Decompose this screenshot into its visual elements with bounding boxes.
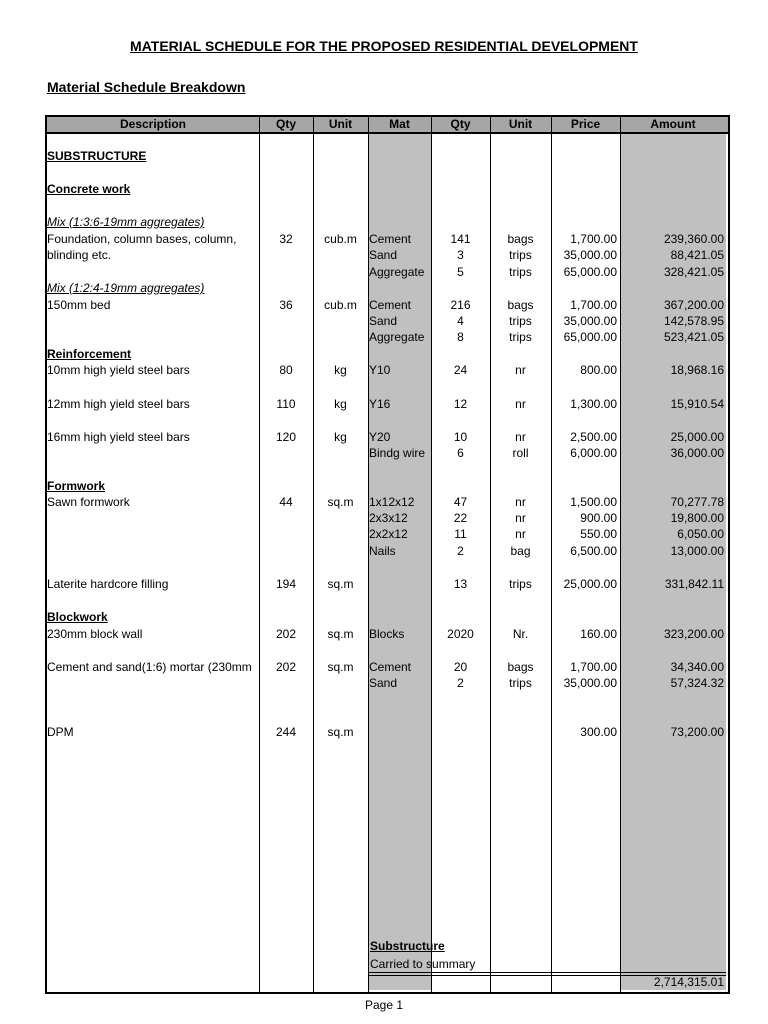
mat-qty: 4: [457, 314, 464, 328]
mat-name: Y16: [369, 397, 391, 411]
mat-name: Sand: [369, 248, 398, 262]
mat-unit: bags: [507, 660, 534, 674]
mat-amount: 34,340.00: [670, 660, 724, 674]
mat-unit: nr: [515, 495, 526, 509]
item-dpm-desc: DPM: [47, 725, 74, 739]
item-sawn-qty: 44: [279, 495, 293, 509]
mat-price: 800.00: [580, 363, 617, 377]
item-bed-desc: 150mm bed: [47, 298, 111, 312]
document-title: MATERIAL SCHEDULE FOR THE PROPOSED RESIDENTIAL DEVELOPMENT: [130, 38, 638, 54]
mat-amount: 15,910.54: [670, 397, 724, 411]
item-foundation-desc: Foundation, column bases, column,: [47, 232, 237, 246]
mat-unit: trips: [509, 314, 532, 328]
mat-name: Y10: [369, 363, 391, 377]
item-bar10-desc: 10mm high yield steel bars: [47, 363, 190, 377]
mat-qty: 5: [457, 265, 464, 279]
item-sawn-unit: sq.m: [327, 495, 354, 509]
document-subtitle: Material Schedule Breakdown: [47, 79, 246, 95]
mat-qty: 20: [453, 660, 468, 674]
mat-amount: 331,842.11: [664, 577, 724, 591]
mat-unit: nr: [515, 363, 526, 377]
col-divider: [313, 115, 314, 992]
mat-unit: trips: [509, 676, 532, 690]
mat-amount: 142,578.95: [663, 314, 724, 328]
section-blockwork: Blockwork: [47, 610, 108, 624]
mat-qty: 22: [453, 511, 468, 525]
mat-name: Bindg wire: [369, 446, 426, 460]
item-foundation-unit: cub.m: [324, 232, 357, 246]
mat-amount: 57,324.32: [670, 676, 724, 690]
mat-unit: roll: [512, 446, 529, 460]
mat-amount: 523,421.05: [663, 330, 724, 344]
item-bar16-qty: 120: [275, 430, 297, 444]
mat-unit: Nr.: [512, 627, 529, 641]
mat-name: Sand: [369, 676, 398, 690]
item-dpm-qty: 244: [275, 725, 297, 739]
mat-price: 35,000.00: [563, 314, 617, 328]
section-reinforcement: Reinforcement: [47, 347, 132, 361]
item-block230-qty: 202: [275, 627, 297, 641]
mat-unit: nr: [515, 397, 526, 411]
mat-qty: 2: [457, 676, 464, 690]
col-divider: [259, 115, 260, 992]
mat-qty: 3: [457, 248, 464, 262]
item-mortar-desc: Cement and sand(1:6) mortar (230mm: [47, 660, 252, 674]
item-bar10-unit: kg: [334, 363, 347, 377]
mat-price: 25,000.00: [563, 577, 617, 591]
summary-label: Substructure: [370, 939, 445, 953]
mat-qty: 216: [450, 298, 471, 312]
item-foundation-desc-2: blinding etc.: [47, 248, 112, 262]
mat-price: 2,500.00: [570, 430, 617, 444]
mat-qty: 8: [457, 330, 464, 344]
mat-amount: 70,277.78: [670, 495, 724, 509]
grand-total: 2,714,315.01: [653, 975, 724, 989]
mat-amount: 73,200.00: [670, 725, 724, 739]
mat-amount: 36,000.00: [670, 446, 724, 460]
mat-price: 300.00: [580, 725, 617, 739]
item-bed-qty: 36: [279, 298, 293, 312]
col-header-mat: Mat: [389, 117, 410, 131]
col-header-description: Description: [119, 117, 186, 131]
section-mix-1: Mix (1:3:6-19mm aggregates): [47, 215, 205, 229]
section-mix-2: Mix (1:2:4-19mm aggregates): [47, 281, 205, 295]
item-dpm-unit: sq.m: [327, 725, 354, 739]
mat-qty: 24: [453, 363, 468, 377]
mat-price: 35,000.00: [563, 248, 617, 262]
mat-amount: 323,200.00: [663, 627, 724, 641]
mat-price: 1,700.00: [570, 232, 617, 246]
mat-price: 1,500.00: [570, 495, 617, 509]
mat-unit: bag: [510, 544, 531, 558]
mat-amount: 367,200.00: [663, 298, 724, 312]
col-header-qty: Qty: [275, 117, 296, 131]
item-bar16-desc: 16mm high yield steel bars: [47, 430, 190, 444]
total-rule: [368, 972, 726, 973]
mat-qty: 13: [453, 577, 468, 591]
mat-price: 6,500.00: [570, 544, 617, 558]
section-formwork: Formwork: [47, 479, 106, 493]
mat-name: 1x12x12: [369, 495, 415, 509]
summary-carried: Carried to summary: [370, 957, 476, 971]
mat-amount: 13,000.00: [670, 544, 724, 558]
item-bar10-qty: 80: [279, 363, 293, 377]
mat-name: 2x2x12: [369, 527, 408, 541]
mat-qty: 141: [450, 232, 471, 246]
item-bar12-qty: 110: [276, 397, 296, 411]
item-sawn-desc: Sawn formwork: [47, 495, 130, 509]
mat-unit: nr: [515, 511, 526, 525]
col-header-unit: Unit: [328, 117, 353, 131]
item-bar12-unit: kg: [334, 397, 347, 411]
mat-name: Nails: [369, 544, 396, 558]
mat-price: 6,000.00: [570, 446, 617, 460]
mat-amount: 88,421.05: [670, 248, 724, 262]
item-block230-unit: sq.m: [327, 627, 354, 641]
mat-price: 1,700.00: [570, 660, 617, 674]
mat-price: 160.00: [580, 627, 617, 641]
mat-unit: trips: [509, 265, 532, 279]
mat-price: 65,000.00: [563, 330, 617, 344]
item-bar12-desc: 12mm high yield steel bars: [47, 397, 190, 411]
page-number: Page 1: [364, 998, 404, 1012]
section-concrete-work: Concrete work: [47, 182, 131, 196]
mat-price: 550.00: [580, 527, 617, 541]
mat-unit: bags: [507, 298, 534, 312]
mat-price: 900.00: [580, 511, 617, 525]
item-mortar-unit: sq.m: [327, 660, 354, 674]
mat-amount: 239,360.00: [663, 232, 724, 246]
mat-amount: 19,800.00: [670, 511, 724, 525]
mat-price: 65,000.00: [563, 265, 617, 279]
mat-amount: 18,968.16: [670, 363, 724, 377]
item-laterite-qty: 194: [275, 577, 297, 591]
mat-name: Y20: [369, 430, 391, 444]
mat-name: Cement: [369, 232, 412, 246]
mat-qty: 2: [457, 544, 464, 558]
mat-price: 35,000.00: [563, 676, 617, 690]
mat-unit: bags: [507, 232, 534, 246]
mat-qty: 12: [453, 397, 468, 411]
mat-unit: trips: [509, 330, 532, 344]
mat-qty: 47: [453, 495, 468, 509]
item-foundation-qty: 32: [279, 232, 293, 246]
col-header-amount: Amount: [650, 117, 696, 131]
mat-unit: nr: [515, 430, 526, 444]
mat-unit: trips: [509, 577, 532, 591]
item-laterite-desc: Laterite hardcore filling: [47, 577, 169, 591]
mat-name: Blocks: [369, 627, 405, 641]
item-mortar-qty: 202: [275, 660, 297, 674]
col-header-price: Price: [570, 117, 601, 131]
mat-name: Aggregate: [369, 265, 425, 279]
item-laterite-unit: sq.m: [327, 577, 354, 591]
mat-price: 1,700.00: [570, 298, 617, 312]
mat-name: 2x3x12: [369, 511, 408, 525]
item-bed-unit: cub.m: [324, 298, 357, 312]
mat-qty: 11: [454, 527, 467, 541]
mat-unit: trips: [509, 248, 532, 262]
mat-amount: 25,000.00: [670, 430, 724, 444]
mat-qty: 10: [453, 430, 468, 444]
mat-unit: nr: [515, 527, 526, 541]
mat-name: Sand: [369, 314, 398, 328]
mat-price: 1,300.00: [570, 397, 617, 411]
mat-name: Aggregate: [369, 330, 425, 344]
mat-amount: 6,050.00: [677, 527, 724, 541]
item-bar16-unit: kg: [334, 430, 347, 444]
item-block230-desc: 230mm block wall: [47, 627, 143, 641]
section-substructure: SUBSTRUCTURE: [47, 149, 147, 163]
mat-amount: 328,421.05: [663, 265, 724, 279]
mat-qty: 6: [457, 446, 464, 460]
col-header-mat-unit: Unit: [508, 117, 533, 131]
mat-name: Cement: [369, 660, 412, 674]
mat-qty: 2020: [447, 627, 474, 641]
mat-name: Cement: [369, 298, 412, 312]
col-header-mat-qty: Qty: [450, 117, 471, 131]
